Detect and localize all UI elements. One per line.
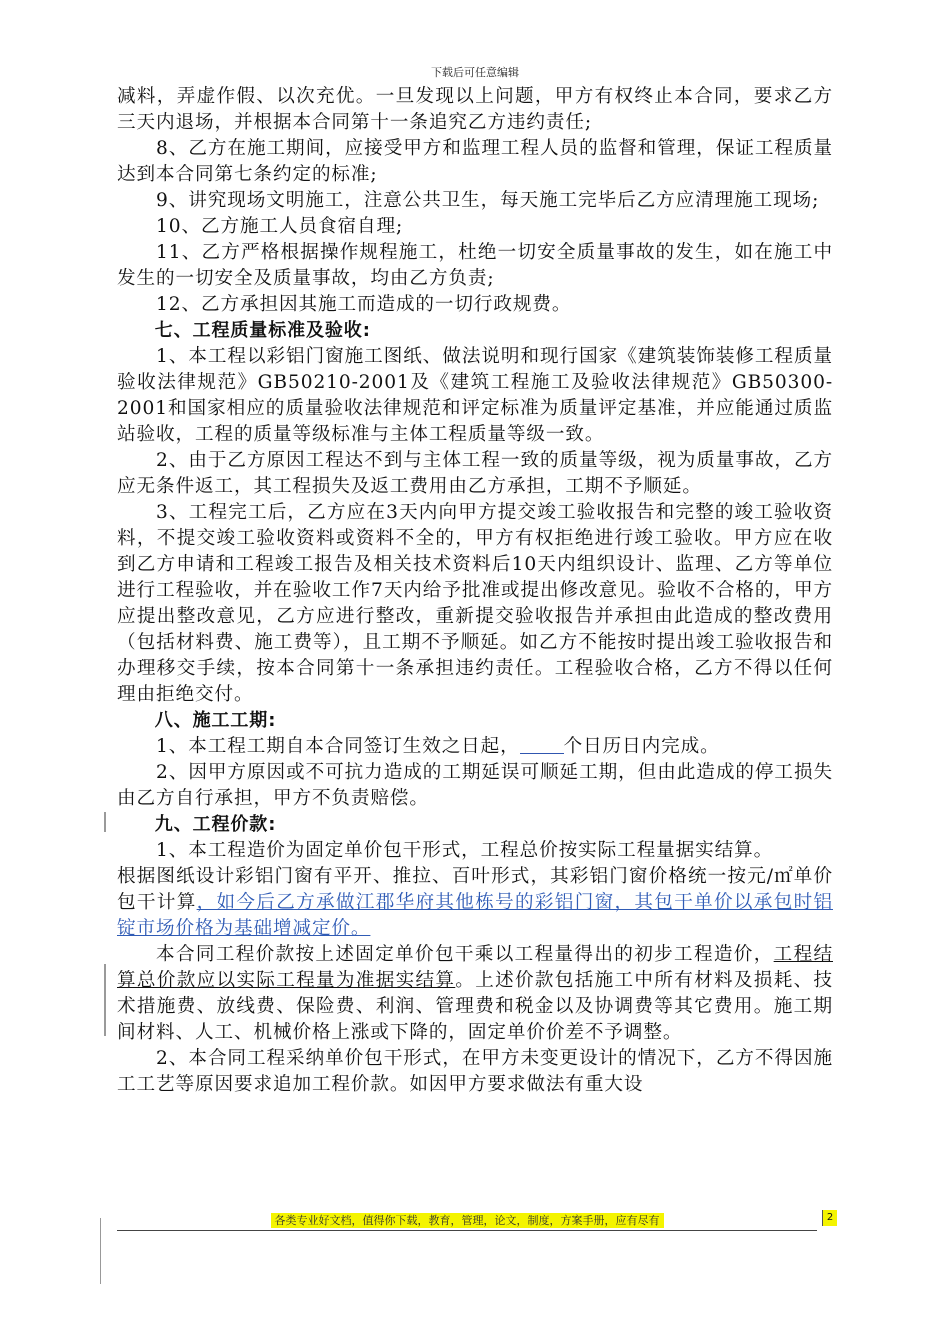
paragraph: 2、因甲方原因或不可抗力造成的工期延误可顺延工期，但由此造成的停工损失由乙方自行承担，甲方不负责赔偿。 (117, 762, 833, 809)
paragraph: 1、本工程以彩铝门窗施工图纸、做法说明和现行国家《建筑装饰装修工程质量验收法律规范》GB50210-2001及《建筑工程施工及验收法律规范》GB50300-2001和国家相应的质量验收法律规范和评定标准为质量评定基准，并应能通过质监站验收，工程的质量等级标准与主体工程质量等级一致。 (117, 346, 833, 445)
paragraph: 9、讲究现场文明施工，注意公共卫生，每天施工完毕后乙方应清理施工现场; (156, 190, 820, 211)
revision-change-bar (104, 964, 106, 1036)
paragraph: 1、本工程造价为固定单价包干形式，工程总价按实际工程量据实结算。 (156, 840, 774, 861)
text-run: 。上述价款包括施工中所有材料及损耗、技术措施费、放线费、保险费、利润、管理费和税金以及协调费等其它费用。施工期间材料、人工、机械价格上涨或下降的，固定单价价差不予调整。 (117, 970, 833, 1043)
page-header: 下载后可任意编辑 (431, 66, 519, 79)
tracked-insertion: ，如今后乙方承做江郡华府其他栋号的彩铝门窗，其包干单价以承包时铝锭市场价格为基础增减定价。 (117, 892, 833, 939)
blank-field[interactable] (520, 735, 564, 754)
paragraph: 2、本合同工程采纳单价包干形式，在甲方未变更设计的情况下，乙方不得因施工工艺等原因要求追加工程价款。如因甲方要求做法有重大设 (117, 1048, 833, 1095)
contract-body (117, 84, 833, 1098)
text-run: 本合同工程价款按上述固定单价包干乘以工程量得出的初步工程造价， (156, 944, 774, 965)
footer-banner (117, 1212, 817, 1228)
paragraph: 减料，弄虚作假、以次充优。一旦发现以上问题，甲方有权终止本合同，要求乙方三天内退场，并根据本合同第十一条追究乙方违约责任; (117, 86, 833, 133)
underlined-text: 工程结算总价款应以实际工程量为准据实结算 (117, 944, 833, 991)
paragraph: 3、工程完工后，乙方应在3天内向甲方提交竣工验收报告和完整的竣工验收资料，不提交竣工验收资料或资料不全的，甲方有权拒绝进行竣工验收。甲方应在收到乙方申请和工程竣工报告及相关技术资料后10天内组织设计、监理、乙方等单位进行工程验收，并在验收工作7天内给予批准或提出修改意见。验收不合格的，甲方应提出整改意见，乙方应进行整改，重新提交验收报告并承担由此造成的整改费用（包括材料费、施工费等），且工期不予顺延。如乙方不能按时提出竣工验收报告和办理移交手续，按本合同第十一条承担违约责任。工程验收合格，乙方不得以任何理由拒绝交付。 (117, 502, 833, 705)
paragraph: 8、乙方在施工期间，应接受甲方和监理工程人员的监督和管理，保证工程质量达到本合同第七条约定的标准; (117, 138, 833, 185)
paragraph: 10、乙方施工人员食宿自理; (156, 216, 404, 237)
footer-text: 各类专业好文档，值得你下载，教育，管理，论文，制度，方案手册，应有尽有 (271, 1213, 664, 1228)
paragraph (117, 734, 833, 760)
text-run: 根据图纸设计彩铝门窗有平开、推拉、百叶形式，其彩铝门窗价格统一按元/㎡单价包干计算 (117, 866, 833, 913)
paragraph: 12、乙方承担因其施工而造成的一切行政规费。 (156, 294, 572, 315)
paragraph (117, 864, 833, 942)
page-number: 2 (822, 1210, 837, 1226)
section-heading: 九、工程价款: (154, 814, 277, 835)
section-heading: 八、施工工期: (154, 710, 277, 731)
text-run: 个日历日内完成。 (563, 736, 720, 757)
paragraph (117, 942, 833, 1046)
section-heading: 七、工程质量标准及验收: (154, 320, 371, 341)
paragraph: 2、由于乙方原因工程达不到与主体工程一致的质量等级，视为质量事故，乙方应无条件返工，其工程损失及返工费用由乙方承担，工期不予顺延。 (117, 450, 833, 497)
revision-change-bar (104, 812, 106, 832)
footer-divider (117, 1230, 817, 1231)
margin-mark (100, 1218, 105, 1284)
text-run: 1、本工程工期自本合同签订生效之日起， (156, 736, 520, 757)
paragraph: 11、乙方严格根据操作规程施工，杜绝一切安全质量事故的发生，如在施工中发生的一切安全及质量事故，均由乙方负责; (117, 242, 833, 289)
